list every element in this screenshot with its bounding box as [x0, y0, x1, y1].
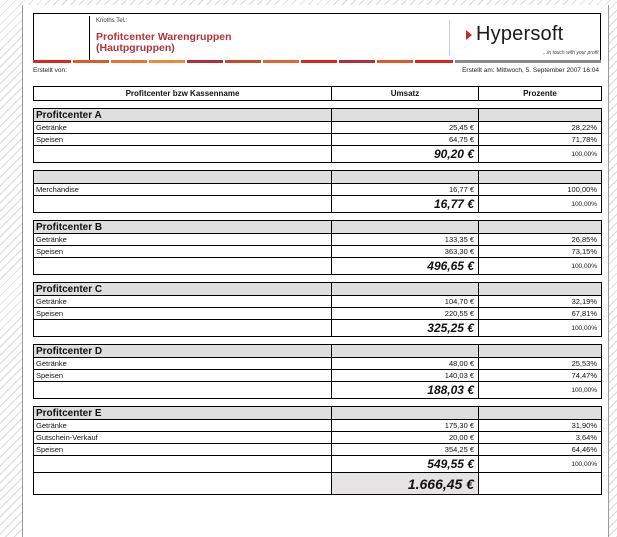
table-row — [34, 444, 602, 456]
group-header-cell — [332, 171, 479, 184]
group-total-prozent: 100,00% — [479, 382, 602, 399]
group-header-cell — [479, 109, 602, 122]
spacer-cell — [34, 399, 332, 407]
grand-total-umsatz: 1.666,45 € — [332, 473, 479, 495]
row-label: Getränke — [34, 122, 332, 134]
row-umsatz: 20,00 € — [332, 432, 479, 444]
grand-total-label — [34, 473, 332, 495]
row-prozent: 71,78% — [479, 134, 602, 146]
row-label: Speisen — [34, 444, 332, 456]
row-prozent: 25,53% — [479, 358, 602, 370]
group-header-cell — [332, 109, 479, 122]
header-separator — [449, 20, 450, 56]
spacer-cell — [479, 101, 602, 109]
company-contact: Knoths Tel.: — [96, 18, 128, 24]
table-row — [34, 420, 602, 432]
row-label: Merchandise — [34, 184, 332, 196]
group-header-cell — [479, 283, 602, 296]
row-umsatz: 48,00 € — [332, 358, 479, 370]
table-row — [34, 246, 602, 258]
spacer-row — [34, 101, 602, 109]
group-total-umsatz: 325,25 € — [332, 320, 479, 337]
table-row — [34, 134, 602, 146]
logo-tagline: ...in touch with your profit — [543, 50, 599, 56]
group-total-prozent: 100,00% — [479, 146, 602, 163]
group-header-cell — [332, 345, 479, 358]
row-prozent: 26,85% — [479, 234, 602, 246]
row-umsatz: 64,75 € — [332, 134, 479, 146]
table-row — [34, 432, 602, 444]
created-by: Erstellt von: — [33, 67, 67, 74]
group-total-prozent: 100,00% — [479, 456, 602, 473]
row-label: Getränke — [34, 234, 332, 246]
logo-arrow-icon — [466, 30, 472, 40]
row-umsatz: 220,55 € — [332, 308, 479, 320]
row-prozent: 74,47% — [479, 370, 602, 382]
group-header-row — [34, 171, 602, 184]
table-row — [34, 122, 602, 134]
group-name: Profitcenter A — [34, 109, 332, 122]
header-color-stripe — [33, 60, 601, 63]
report-table-body — [34, 87, 602, 495]
group-total-prozent: 100,00% — [479, 320, 602, 337]
group-header-cell — [332, 283, 479, 296]
group-header-cell — [479, 407, 602, 420]
spacer-cell — [332, 213, 479, 221]
group-total-row — [34, 258, 602, 275]
group-header-row — [34, 221, 602, 234]
spacer-cell — [332, 337, 479, 345]
row-umsatz: 140,03 € — [332, 370, 479, 382]
group-header-row — [34, 407, 602, 420]
row-umsatz: 16,77 € — [332, 184, 479, 196]
row-label: Getränke — [34, 358, 332, 370]
spacer-row — [34, 163, 602, 171]
row-umsatz: 363,30 € — [332, 246, 479, 258]
group-header-row — [34, 283, 602, 296]
group-header-cell — [332, 407, 479, 420]
group-header-row — [34, 345, 602, 358]
group-total-row — [34, 320, 602, 337]
spacer-cell — [34, 163, 332, 171]
row-umsatz: 354,25 € — [332, 444, 479, 456]
group-total-umsatz: 188,03 € — [332, 382, 479, 399]
spacer-cell — [479, 275, 602, 283]
group-total-label — [34, 146, 332, 163]
column-header-row — [34, 87, 602, 101]
group-total-row — [34, 382, 602, 399]
spacer-cell — [332, 275, 479, 283]
group-total-row — [34, 196, 602, 213]
group-total-label — [34, 196, 332, 213]
table-row — [34, 296, 602, 308]
spacer-cell — [479, 163, 602, 171]
group-name — [34, 171, 332, 184]
table-row — [34, 184, 602, 196]
row-label: Speisen — [34, 308, 332, 320]
row-label: Getränke — [34, 420, 332, 432]
row-prozent: 64,46% — [479, 444, 602, 456]
logo-text: Hypersoft — [476, 23, 564, 45]
group-header-cell — [479, 171, 602, 184]
spacer-row — [34, 275, 602, 283]
group-header-cell — [479, 345, 602, 358]
spacer-row — [34, 337, 602, 345]
report-header — [33, 13, 601, 63]
row-label: Speisen — [34, 246, 332, 258]
group-name: Profitcenter C — [34, 283, 332, 296]
spacer-row — [34, 399, 602, 407]
spacer-row — [34, 213, 602, 221]
report-page — [22, 5, 609, 537]
row-umsatz: 175,30 € — [332, 420, 479, 432]
row-prozent: 3,64% — [479, 432, 602, 444]
group-total-label — [34, 258, 332, 275]
grand-total-prozent — [479, 473, 602, 495]
group-total-label — [34, 382, 332, 399]
column-header-umsatz: Umsatz — [332, 87, 479, 101]
row-prozent: 100,00% — [479, 184, 602, 196]
report-table — [33, 86, 602, 495]
row-prozent: 67,81% — [479, 308, 602, 320]
spacer-cell — [332, 101, 479, 109]
group-total-row — [34, 456, 602, 473]
row-label: Getränke — [34, 296, 332, 308]
row-prozent: 31,90% — [479, 420, 602, 432]
spacer-cell — [479, 399, 602, 407]
table-row — [34, 370, 602, 382]
report-title-line2: (Hautpgruppen) — [96, 42, 175, 54]
spacer-cell — [34, 101, 332, 109]
group-header-cell — [479, 221, 602, 234]
row-prozent: 73,15% — [479, 246, 602, 258]
group-name: Profitcenter E — [34, 407, 332, 420]
group-name: Profitcenter D — [34, 345, 332, 358]
group-total-umsatz: 549,55 € — [332, 456, 479, 473]
table-row — [34, 234, 602, 246]
report-title — [96, 32, 232, 54]
group-total-prozent: 100,00% — [479, 258, 602, 275]
group-total-umsatz: 16,77 € — [332, 196, 479, 213]
row-umsatz: 25,45 € — [332, 122, 479, 134]
group-total-label — [34, 320, 332, 337]
table-row — [34, 358, 602, 370]
spacer-cell — [34, 213, 332, 221]
group-total-row — [34, 146, 602, 163]
row-umsatz: 133,35 € — [332, 234, 479, 246]
table-row — [34, 308, 602, 320]
group-total-umsatz: 496,65 € — [332, 258, 479, 275]
row-prozent: 32,19% — [479, 296, 602, 308]
spacer-cell — [34, 337, 332, 345]
row-label: Speisen — [34, 370, 332, 382]
group-total-prozent: 100,00% — [479, 196, 602, 213]
report-title-line1: Profitcenter Warengruppen — [96, 31, 232, 43]
created-at: Erstellt am: Mittwoch, 5. September 2007 16:04 — [462, 67, 599, 74]
group-header-cell — [332, 221, 479, 234]
group-name: Profitcenter B — [34, 221, 332, 234]
row-prozent: 28,22% — [479, 122, 602, 134]
spacer-cell — [332, 399, 479, 407]
group-total-label — [34, 456, 332, 473]
group-total-umsatz: 90,20 € — [332, 146, 479, 163]
spacer-cell — [34, 275, 332, 283]
group-header-row — [34, 109, 602, 122]
column-header-name: Profitcenter bzw Kassenname — [34, 87, 332, 101]
grand-total-row — [34, 473, 602, 495]
spacer-cell — [479, 337, 602, 345]
spacer-cell — [479, 213, 602, 221]
spacer-cell — [332, 163, 479, 171]
row-label: Speisen — [34, 134, 332, 146]
header-divider-line — [89, 16, 90, 62]
column-header-prozente: Prozente — [479, 87, 602, 101]
row-umsatz: 104,70 € — [332, 296, 479, 308]
row-label: Gutschein-Verkauf — [34, 432, 332, 444]
